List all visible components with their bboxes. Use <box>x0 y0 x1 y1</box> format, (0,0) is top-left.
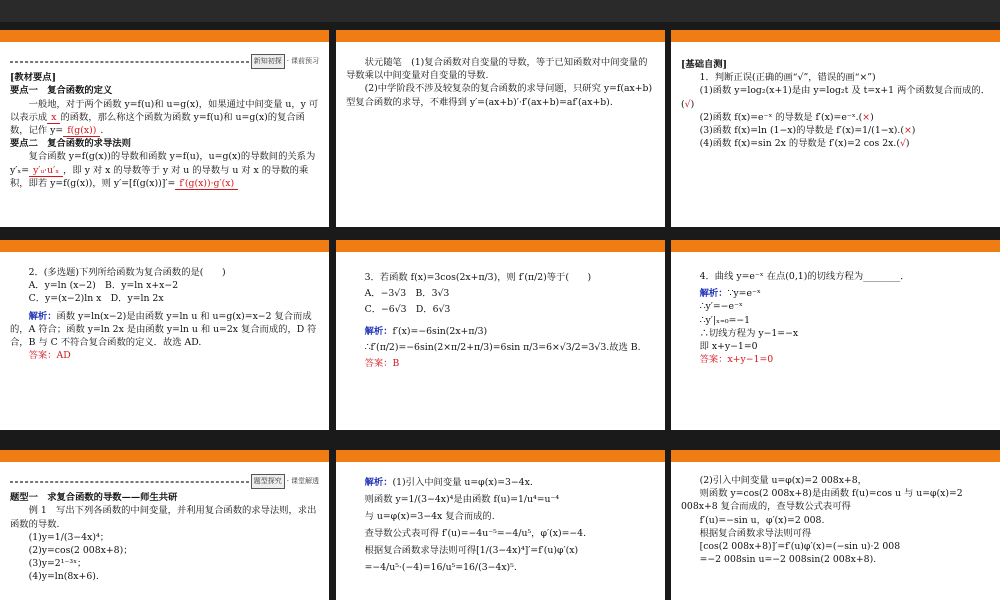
example-item: (4)y=ln(8x+6). <box>28 571 99 583</box>
question-text: 4．曲线 y=e⁻ˣ 在点(0,1)的切线方程为________． <box>699 271 910 282</box>
blank-answer: f′(g(x))·g′(x) <box>175 178 238 190</box>
solution-line <box>346 474 655 491</box>
stamp-dot: · <box>286 477 289 485</box>
slide-header-bar <box>0 240 329 252</box>
slide-tips[interactable] <box>336 30 665 227</box>
judge-item <box>681 124 990 137</box>
slide-header-bar <box>336 240 665 252</box>
slide-header-bar <box>671 240 1000 252</box>
analysis <box>346 324 655 340</box>
slide-example-1[interactable] <box>0 450 329 600</box>
example-item: (3)y=2¹⁻³ˣ； <box>28 558 87 570</box>
slide-textbook-points[interactable] <box>0 30 329 227</box>
section-stamp <box>10 54 319 69</box>
analysis-line: ∵y=e⁻ˣ <box>727 288 761 300</box>
self-test-title: [基础自测] <box>681 59 727 70</box>
answer-value: B <box>392 358 400 369</box>
analysis-line: ∴切线方程为 y−1=−x <box>699 327 799 339</box>
solution-line: =−4/u⁵·(−4)=16/u⁵=16/(3−4x)⁵. <box>364 562 517 573</box>
analysis-line: ∴y′=−e⁻ˣ <box>699 301 743 313</box>
judge-end: ) <box>905 138 910 150</box>
options-row: A．−3√3 B．3√3 <box>364 288 450 299</box>
judge-item <box>681 111 990 124</box>
solution-line: 则函数 y=cos(2 008x+8)是由函数 f(u)=cos u 与 u=φ(x)=2 008x+8 复合而成的，查导数公式表可得 <box>681 488 963 513</box>
blank-answer: y′ᵤ·u′ₓ <box>29 165 63 177</box>
top-bar <box>0 0 1000 22</box>
solution-line: 查导数公式表可得 f′(u)=−4u⁻⁵=−4/u⁵，φ′(x)=−4. <box>364 528 587 539</box>
check-mark: √ <box>684 98 691 110</box>
answer-value: x+y−1=0 <box>727 354 774 366</box>
analysis-label: 解析： <box>699 288 728 300</box>
slide-header-bar <box>336 450 665 462</box>
point-two-heading: 要点二 复合函数的求导法则 <box>10 138 131 150</box>
stamp-dot: · <box>286 57 289 65</box>
solution-line: 根据复合函数求导法则可得 <box>699 527 812 539</box>
tip-label: 状元随笔 <box>364 57 402 68</box>
analysis-label: 解析： <box>364 326 393 337</box>
slide-question-4[interactable] <box>671 240 1000 430</box>
point-one-end: . <box>100 125 104 137</box>
slide-header-bar <box>0 30 329 42</box>
answer-value: AD <box>56 350 71 362</box>
slide-grid <box>0 22 1000 600</box>
judge-text: (3)函数 f(x)=ln (1−x)的导数是 f′(x)=1/(1−x).( <box>699 125 904 137</box>
tip-one-text: (1)复合函数对自变量的导数，等于已知函数对中间变量的导数乘以中间变量对自变量的导数. <box>346 57 648 82</box>
judge-end: ) <box>690 98 695 110</box>
analysis-text: f′(x)=−6sin(2x+π/3) <box>392 326 488 337</box>
point-two-text-a: 复合函数 y=f(g(x))的导数和函数 y=f(u)，u=g(x)的导数间的关系为 y′ₓ= <box>10 151 316 176</box>
blank-answer: x <box>47 112 60 124</box>
analysis-line: 即 x+y−1=0 <box>699 341 758 353</box>
solution-line: =−2 008sin u=−2 008sin(2 008x+8). <box>699 554 877 566</box>
options-row: A．y=ln (x−2) B．y=ln x+x−2 <box>28 280 179 292</box>
analysis-text: 函数 y=ln(x−2)是由函数 y=ln u 和 u=g(x)=x−2 复合而成的，A 符合；函数 y=ln 2x 是由函数 y=ln u 和 u=2x 复合而成的，D 符合，B 与 C 不符合复合函数的定义．故选 AD. <box>10 310 317 349</box>
slide-header-bar <box>671 30 1000 42</box>
analysis <box>10 310 319 350</box>
question-text: 3．若函数 f(x)=3cos(2x+π/3)，则 f′(π/2)等于( ) <box>364 272 592 283</box>
cross-mark: × <box>903 125 912 137</box>
example-item: (1)y=1/(3−4x)⁴； <box>28 531 109 543</box>
section-stamp <box>10 474 319 489</box>
answer <box>346 356 655 372</box>
analysis-continued: ∴f′(π/2)=−6sin(2×π/2+π/3)=6sin π/3=6×√3/2=3√3.故选 B. <box>364 342 641 353</box>
stamp-a: 题型探究 <box>251 474 285 489</box>
slide-solution-1[interactable] <box>336 450 665 600</box>
stamp-b: 课前预习 <box>291 57 319 65</box>
judge-item <box>681 137 990 150</box>
slide-question-2[interactable] <box>0 240 329 430</box>
analysis-label: 解析： <box>364 477 393 488</box>
analysis-label: 解析： <box>28 310 57 322</box>
point-one-text-a: 一般地，对于两个函数 y=f(u)和 u=g(x)，如果通过中间变量 u，y 可以表示成 <box>10 98 319 123</box>
answer <box>10 349 319 362</box>
type-heading: 题型一 求复合函数的导数——师生共研 <box>10 492 178 504</box>
section-title: [教材要点] <box>10 72 56 84</box>
point-one-text-b: 的函数，那么称这个函数为函数 y=f(u)和 u=g(x)的复合函数，记作 y= <box>10 111 305 137</box>
question-text: 2．(多选题)下列所给函数为复合函数的是( ) <box>28 267 226 278</box>
tip-one <box>346 56 655 82</box>
solution-text: (1)引入中间变量 u=φ(x)=3−4x. <box>392 477 533 488</box>
judge-end: ) <box>911 125 916 137</box>
solution-line: f′(u)=−sin u，φ′(x)=2 008. <box>699 514 825 526</box>
check-mark: √ <box>899 138 906 150</box>
judge-text: (4)函数 f(x)=sin 2x 的导数是 f′(x)=2 cos 2x.( <box>699 138 900 150</box>
stamp-a: 新知初探 <box>251 54 285 69</box>
solution-line: 根据复合函数求导法则可得[1/(3−4x)⁴]′=f′(u)φ′(x) <box>364 545 579 556</box>
options-row: C．−6√3 D．6√3 <box>364 304 451 315</box>
stamp-b: 课堂解透 <box>291 477 319 485</box>
answer <box>681 353 990 366</box>
point-one-heading: 要点一 复合函数的定义 <box>10 85 113 97</box>
example-item: (2)y=cos(2 008x+8)； <box>28 545 133 557</box>
slide-question-3[interactable] <box>336 240 665 430</box>
tip-two: (2)中学阶段不涉及较复杂的复合函数的求导问题，只研究 y=f(ax+b)型复合函数的求导，不难得到 y′=(ax+b)′·f′(ax+b)=af′(ax+b). <box>346 83 653 108</box>
answer-label: 答案： <box>699 354 728 366</box>
slide-header-bar <box>671 450 1000 462</box>
example-text: 例 1 写出下列各函数的中间变量，并利用复合函数的求导法则，求出函数的导数. <box>10 505 317 530</box>
slide-solution-2[interactable] <box>671 450 1000 600</box>
judge-item <box>681 84 990 110</box>
point-two-text <box>10 150 319 190</box>
analysis <box>681 287 990 300</box>
answer-label: 答案： <box>364 358 393 369</box>
point-two-text-b: ，即 y 对 x 的导数等于 y 对 u 的导数与 u 对 x 的导数的乘积，即若 y=f(g(x))，则 y′=[f(g(x))]′= <box>10 164 309 189</box>
judge-text: (1)函数 y=log₂(x+1)是由 y=log₂t 及 t=x+1 两个函数复合而成的．( <box>681 85 990 110</box>
solution-line: [cos(2 008x+8)]′=f′(u)φ′(x)=(−sin u)·2 008 <box>699 541 901 553</box>
slide-self-test[interactable] <box>671 30 1000 227</box>
solution-line: 与 u=φ(x)=3−4x 复合而成的. <box>364 511 495 522</box>
judge-text: (2)函数 f(x)=e⁻ˣ 的导数是 f′(x)=e⁻ˣ.( <box>699 111 863 123</box>
self-test-question: 1．判断正误(正确的画“√”，错误的画“×”) <box>699 72 876 84</box>
blank-answer: f(g(x)) <box>63 125 100 137</box>
analysis-line: ∴y′|ₓ₌₀=−1 <box>699 314 751 326</box>
solution-line: 则函数 y=1/(3−4x)⁴是由函数 f(u)=1/u⁴=u⁻⁴ <box>364 494 560 505</box>
slide-header-bar <box>0 450 329 462</box>
options-row: C．y=(x−2)ln x D．y=ln 2x <box>28 293 164 305</box>
solution-line: (2)引入中间变量 u=φ(x)=2 008x+8， <box>699 475 867 486</box>
answer-label: 答案： <box>28 350 57 362</box>
point-one-text <box>10 98 319 138</box>
slide-header-bar <box>336 30 665 42</box>
judge-end: ) <box>870 111 874 123</box>
cross-mark: × <box>862 111 871 123</box>
